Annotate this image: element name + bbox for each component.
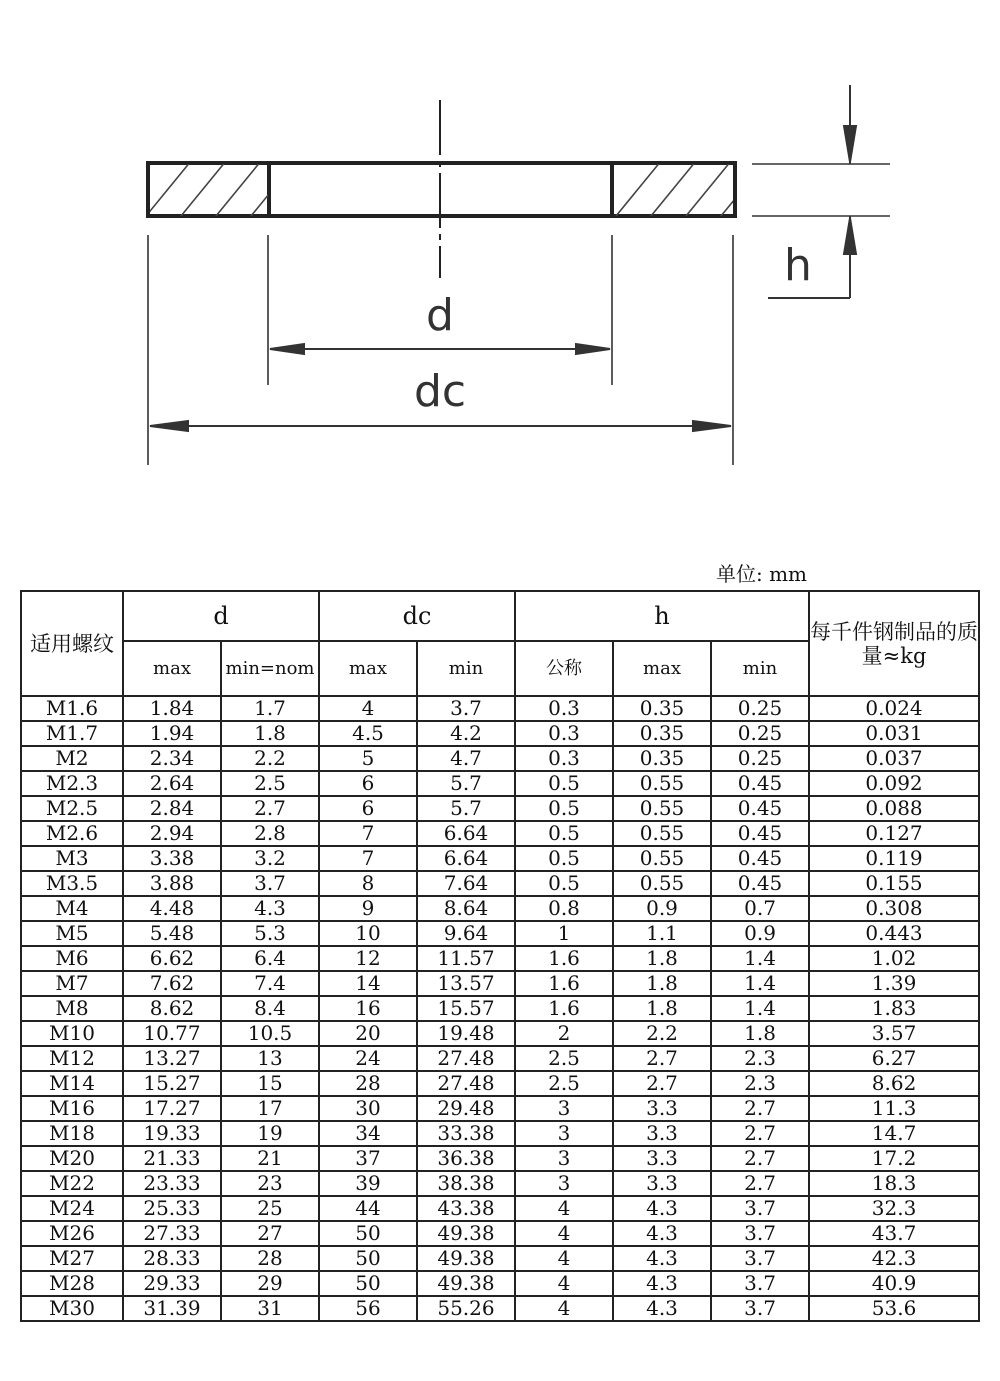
cell-thread: M24: [21, 1196, 123, 1221]
table-row: [21, 971, 979, 996]
cell-weight: 0.119: [809, 846, 979, 871]
cell-h-nominal: 2.5: [515, 1071, 613, 1096]
header-h-min: min: [711, 641, 809, 696]
cell-weight: 42.3: [809, 1246, 979, 1271]
cell-h-min: 2.3: [711, 1071, 809, 1096]
cell-h-nominal: 1.6: [515, 996, 613, 1021]
table-row: [21, 746, 979, 771]
cell-h-nominal: 0.5: [515, 796, 613, 821]
cell-thread: M3.5: [21, 871, 123, 896]
cell-dc-min: 49.38: [417, 1246, 515, 1271]
cell-d-max: 2.94: [123, 821, 221, 846]
cell-dc-min: 15.57: [417, 996, 515, 1021]
cell-weight: 0.155: [809, 871, 979, 896]
cell-d-max: 29.33: [123, 1271, 221, 1296]
table-row: [21, 771, 979, 796]
dimension-h: [768, 85, 856, 298]
cell-weight: 3.57: [809, 1021, 979, 1046]
cell-d-max: 10.77: [123, 1021, 221, 1046]
cell-h-max: 3.3: [613, 1171, 711, 1196]
cell-thread: M14: [21, 1071, 123, 1096]
cell-d-min: 7.4: [221, 971, 319, 996]
cell-d-max: 19.33: [123, 1121, 221, 1146]
cell-thread: M26: [21, 1221, 123, 1246]
cell-dc-max: 24: [319, 1046, 417, 1071]
header-d: d: [123, 591, 319, 641]
table-row: [21, 1146, 979, 1171]
cell-h-nominal: 3: [515, 1121, 613, 1146]
cell-dc-max: 14: [319, 971, 417, 996]
table-row: [21, 1296, 979, 1321]
cell-thread: M18: [21, 1121, 123, 1146]
cell-dc-max: 56: [319, 1296, 417, 1321]
cell-thread: M1.6: [21, 696, 123, 721]
cell-h-max: 0.55: [613, 871, 711, 896]
cell-h-max: 4.3: [613, 1221, 711, 1246]
cell-weight: 53.6: [809, 1296, 979, 1321]
cell-dc-min: 49.38: [417, 1271, 515, 1296]
cell-d-min: 15: [221, 1071, 319, 1096]
cell-dc-max: 50: [319, 1271, 417, 1296]
cell-dc-min: 6.64: [417, 821, 515, 846]
hatch-right: [580, 150, 810, 260]
hatch-left: [110, 150, 340, 260]
cell-d-min: 1.7: [221, 696, 319, 721]
cell-thread: M1.7: [21, 721, 123, 746]
cell-d-max: 7.62: [123, 971, 221, 996]
cell-weight: 18.3: [809, 1171, 979, 1196]
cell-dc-max: 4.5: [319, 721, 417, 746]
cell-h-nominal: 0.5: [515, 821, 613, 846]
table-row: [21, 946, 979, 971]
cell-d-max: 31.39: [123, 1296, 221, 1321]
cell-h-nominal: 2: [515, 1021, 613, 1046]
extension-lines: [148, 164, 890, 465]
cell-h-nominal: 1: [515, 921, 613, 946]
cell-dc-max: 16: [319, 996, 417, 1021]
cell-h-nominal: 3: [515, 1146, 613, 1171]
cell-thread: M12: [21, 1046, 123, 1071]
cell-dc-min: 27.48: [417, 1046, 515, 1071]
cell-h-max: 0.9: [613, 896, 711, 921]
cell-dc-min: 49.38: [417, 1221, 515, 1246]
cell-d-max: 23.33: [123, 1171, 221, 1196]
cell-dc-max: 8: [319, 871, 417, 896]
cell-dc-min: 29.48: [417, 1096, 515, 1121]
cell-h-nominal: 0.3: [515, 696, 613, 721]
cell-d-min: 1.8: [221, 721, 319, 746]
cell-d-max: 15.27: [123, 1071, 221, 1096]
cell-h-nominal: 0.3: [515, 746, 613, 771]
cell-h-min: 0.45: [711, 871, 809, 896]
cell-d-max: 5.48: [123, 921, 221, 946]
cell-d-min: 2.2: [221, 746, 319, 771]
table-row: [21, 896, 979, 921]
cell-weight: 6.27: [809, 1046, 979, 1071]
cell-dc-max: 10: [319, 921, 417, 946]
cell-dc-max: 44: [319, 1196, 417, 1221]
cell-dc-max: 34: [319, 1121, 417, 1146]
cell-dc-max: 30: [319, 1096, 417, 1121]
table-row: [21, 1196, 979, 1221]
cell-dc-max: 50: [319, 1246, 417, 1271]
cell-d-min: 13: [221, 1046, 319, 1071]
cell-h-max: 2.7: [613, 1046, 711, 1071]
cell-dc-max: 6: [319, 796, 417, 821]
cell-h-max: 1.8: [613, 946, 711, 971]
cell-h-max: 0.35: [613, 746, 711, 771]
cell-h-max: 0.55: [613, 771, 711, 796]
cell-d-max: 25.33: [123, 1196, 221, 1221]
header-weight: 每千件钢制品的质量≈kg: [809, 591, 979, 696]
table-row: [21, 1121, 979, 1146]
cell-thread: M22: [21, 1171, 123, 1196]
cell-h-max: 3.3: [613, 1121, 711, 1146]
cell-weight: 0.092: [809, 771, 979, 796]
cell-dc-max: 39: [319, 1171, 417, 1196]
cell-h-max: 3.3: [613, 1096, 711, 1121]
cell-h-min: 0.25: [711, 746, 809, 771]
cell-h-nominal: 0.5: [515, 871, 613, 896]
table-row: [21, 1096, 979, 1121]
header-dc-max: max: [319, 641, 417, 696]
cell-h-min: 1.4: [711, 946, 809, 971]
cell-dc-min: 9.64: [417, 921, 515, 946]
cell-h-min: 0.45: [711, 771, 809, 796]
table-row: [21, 1046, 979, 1071]
cell-h-max: 1.1: [613, 921, 711, 946]
cell-thread: M2.6: [21, 821, 123, 846]
cell-dc-min: 27.48: [417, 1071, 515, 1096]
cell-h-min: 3.7: [711, 1196, 809, 1221]
cell-dc-min: 4.2: [417, 721, 515, 746]
cell-d-max: 21.33: [123, 1146, 221, 1171]
cell-thread: M7: [21, 971, 123, 996]
cell-dc-max: 4: [319, 696, 417, 721]
cell-thread: M30: [21, 1296, 123, 1321]
cell-dc-min: 4.7: [417, 746, 515, 771]
cell-dc-max: 28: [319, 1071, 417, 1096]
cell-dc-min: 13.57: [417, 971, 515, 996]
cell-h-nominal: 0.5: [515, 771, 613, 796]
cell-thread: M27: [21, 1246, 123, 1271]
cell-h-min: 2.7: [711, 1096, 809, 1121]
cell-dc-min: 5.7: [417, 796, 515, 821]
cell-dc-min: 55.26: [417, 1296, 515, 1321]
table-row: [21, 846, 979, 871]
cell-weight: 0.127: [809, 821, 979, 846]
cell-d-max: 3.38: [123, 846, 221, 871]
cell-h-min: 0.45: [711, 796, 809, 821]
cell-h-max: 0.35: [613, 696, 711, 721]
cell-thread: M6: [21, 946, 123, 971]
cell-h-max: 3.3: [613, 1146, 711, 1171]
cell-h-max: 0.55: [613, 846, 711, 871]
unit-label: 单位: mm: [716, 562, 808, 586]
cell-d-max: 13.27: [123, 1046, 221, 1071]
header-dc: dc: [319, 591, 515, 641]
cell-h-min: 3.7: [711, 1246, 809, 1271]
table-row: [21, 1271, 979, 1296]
dimension-dc: [150, 421, 731, 431]
header-dc-min: min: [417, 641, 515, 696]
cell-h-min: 3.7: [711, 1221, 809, 1246]
cell-d-min: 19: [221, 1121, 319, 1146]
cell-h-nominal: 3: [515, 1171, 613, 1196]
table-body: [21, 696, 979, 1321]
cell-thread: M16: [21, 1096, 123, 1121]
cell-d-min: 2.5: [221, 771, 319, 796]
cell-d-max: 27.33: [123, 1221, 221, 1246]
cell-h-nominal: 4: [515, 1271, 613, 1296]
cell-weight: 0.308: [809, 896, 979, 921]
washer-dimension-table: [20, 590, 980, 1322]
cell-dc-max: 37: [319, 1146, 417, 1171]
header-d-min: min=nom: [221, 641, 319, 696]
cell-h-min: 1.4: [711, 971, 809, 996]
cell-dc-min: 6.64: [417, 846, 515, 871]
cell-h-max: 0.55: [613, 821, 711, 846]
cell-dc-max: 7: [319, 846, 417, 871]
table-row: [21, 871, 979, 896]
cell-d-min: 28: [221, 1246, 319, 1271]
cell-d-max: 2.84: [123, 796, 221, 821]
cell-d-min: 23: [221, 1171, 319, 1196]
cell-dc-max: 50: [319, 1221, 417, 1246]
cell-h-min: 0.45: [711, 846, 809, 871]
washer-profile: [148, 163, 735, 216]
cell-dc-min: 5.7: [417, 771, 515, 796]
cell-d-min: 2.8: [221, 821, 319, 846]
cell-h-nominal: 3: [515, 1096, 613, 1121]
cell-thread: M28: [21, 1271, 123, 1296]
cell-weight: 1.39: [809, 971, 979, 996]
label-h: h: [784, 240, 812, 291]
cell-dc-min: 43.38: [417, 1196, 515, 1221]
cell-dc-max: 6: [319, 771, 417, 796]
cell-weight: 0.031: [809, 721, 979, 746]
cell-d-max: 8.62: [123, 996, 221, 1021]
cell-h-max: 2.7: [613, 1071, 711, 1096]
cell-h-max: 0.55: [613, 796, 711, 821]
header-thread: 适用螺纹: [21, 591, 123, 696]
cell-d-max: 4.48: [123, 896, 221, 921]
table-row: [21, 796, 979, 821]
cell-weight: 11.3: [809, 1096, 979, 1121]
table-row: [21, 996, 979, 1021]
cell-d-min: 29: [221, 1271, 319, 1296]
cell-dc-max: 12: [319, 946, 417, 971]
cell-dc-min: 19.48: [417, 1021, 515, 1046]
cell-weight: 8.62: [809, 1071, 979, 1096]
cell-weight: 40.9: [809, 1271, 979, 1296]
cell-h-min: 0.25: [711, 721, 809, 746]
cell-h-max: 4.3: [613, 1296, 711, 1321]
cell-h-nominal: 0.5: [515, 846, 613, 871]
cell-d-max: 2.64: [123, 771, 221, 796]
cell-dc-min: 8.64: [417, 896, 515, 921]
cell-h-max: 1.8: [613, 996, 711, 1021]
cell-weight: 1.02: [809, 946, 979, 971]
cell-d-max: 28.33: [123, 1246, 221, 1271]
cell-d-max: 3.88: [123, 871, 221, 896]
cell-h-min: 2.7: [711, 1171, 809, 1196]
cell-h-max: 1.8: [613, 971, 711, 996]
cell-h-nominal: 2.5: [515, 1046, 613, 1071]
cell-d-min: 10.5: [221, 1021, 319, 1046]
cell-thread: M3: [21, 846, 123, 871]
table-row: [21, 1071, 979, 1096]
cell-dc-min: 3.7: [417, 696, 515, 721]
cell-weight: 17.2: [809, 1146, 979, 1171]
header-h-nominal: 公称: [515, 641, 613, 696]
cell-h-nominal: 4: [515, 1246, 613, 1271]
cell-thread: M5: [21, 921, 123, 946]
cell-h-min: 2.3: [711, 1046, 809, 1071]
header-h: h: [515, 591, 809, 641]
cell-dc-min: 36.38: [417, 1146, 515, 1171]
cell-h-nominal: 4: [515, 1196, 613, 1221]
cell-h-min: 0.45: [711, 821, 809, 846]
cell-d-min: 25: [221, 1196, 319, 1221]
label-d: d: [426, 290, 454, 341]
cell-thread: M20: [21, 1146, 123, 1171]
cell-weight: 1.83: [809, 996, 979, 1021]
cell-thread: M4: [21, 896, 123, 921]
cell-d-min: 3.7: [221, 871, 319, 896]
cell-h-min: 0.9: [711, 921, 809, 946]
cell-thread: M10: [21, 1021, 123, 1046]
header-h-max: max: [613, 641, 711, 696]
cell-thread: M2.3: [21, 771, 123, 796]
cell-thread: M2.5: [21, 796, 123, 821]
cell-d-min: 31: [221, 1296, 319, 1321]
cell-thread: M8: [21, 996, 123, 1021]
cell-d-max: 1.84: [123, 696, 221, 721]
dimension-d: [270, 344, 610, 354]
cell-weight: 32.3: [809, 1196, 979, 1221]
cell-weight: 0.024: [809, 696, 979, 721]
header-d-max: max: [123, 641, 221, 696]
cell-h-max: 0.35: [613, 721, 711, 746]
table-row: [21, 921, 979, 946]
table-row: [21, 696, 979, 721]
cell-weight: 0.037: [809, 746, 979, 771]
cell-d-max: 2.34: [123, 746, 221, 771]
cell-d-min: 8.4: [221, 996, 319, 1021]
cell-d-max: 6.62: [123, 946, 221, 971]
table-row: [21, 1171, 979, 1196]
cell-dc-max: 5: [319, 746, 417, 771]
cell-weight: 0.088: [809, 796, 979, 821]
cell-h-min: 3.7: [711, 1271, 809, 1296]
cell-dc-min: 7.64: [417, 871, 515, 896]
cell-weight: 43.7: [809, 1221, 979, 1246]
cell-d-min: 17: [221, 1096, 319, 1121]
cell-d-min: 3.2: [221, 846, 319, 871]
cell-d-max: 17.27: [123, 1096, 221, 1121]
cell-dc-max: 9: [319, 896, 417, 921]
cell-weight: 0.443: [809, 921, 979, 946]
table-row: [21, 1021, 979, 1046]
cell-dc-max: 7: [319, 821, 417, 846]
cell-d-max: 1.94: [123, 721, 221, 746]
washer-cross-section-drawing: [0, 0, 1000, 520]
table-row: [21, 821, 979, 846]
cell-d-min: 2.7: [221, 796, 319, 821]
cell-d-min: 6.4: [221, 946, 319, 971]
cell-weight: 14.7: [809, 1121, 979, 1146]
cell-d-min: 21: [221, 1146, 319, 1171]
cell-h-min: 0.7: [711, 896, 809, 921]
cell-h-min: 2.7: [711, 1121, 809, 1146]
cell-dc-min: 38.38: [417, 1171, 515, 1196]
cell-h-min: 2.7: [711, 1146, 809, 1171]
cell-h-nominal: 1.6: [515, 971, 613, 996]
table-row: [21, 1221, 979, 1246]
cell-h-nominal: 4: [515, 1296, 613, 1321]
cell-thread: M2: [21, 746, 123, 771]
cell-h-min: 1.8: [711, 1021, 809, 1046]
cell-h-max: 4.3: [613, 1271, 711, 1296]
cell-h-max: 2.2: [613, 1021, 711, 1046]
cell-h-min: 0.25: [711, 696, 809, 721]
cell-h-min: 3.7: [711, 1296, 809, 1321]
cell-d-min: 5.3: [221, 921, 319, 946]
cell-dc-min: 11.57: [417, 946, 515, 971]
cell-h-max: 4.3: [613, 1196, 711, 1221]
cell-h-nominal: 4: [515, 1221, 613, 1246]
label-dc: dc: [413, 366, 467, 417]
cell-h-nominal: 0.3: [515, 721, 613, 746]
cell-dc-max: 20: [319, 1021, 417, 1046]
cell-h-min: 1.4: [711, 996, 809, 1021]
cell-h-nominal: 1.6: [515, 946, 613, 971]
cell-dc-min: 33.38: [417, 1121, 515, 1146]
table-row: [21, 721, 979, 746]
cell-h-nominal: 0.8: [515, 896, 613, 921]
table-row: [21, 1246, 979, 1271]
cell-d-min: 27: [221, 1221, 319, 1246]
cell-h-max: 4.3: [613, 1246, 711, 1271]
cell-d-min: 4.3: [221, 896, 319, 921]
